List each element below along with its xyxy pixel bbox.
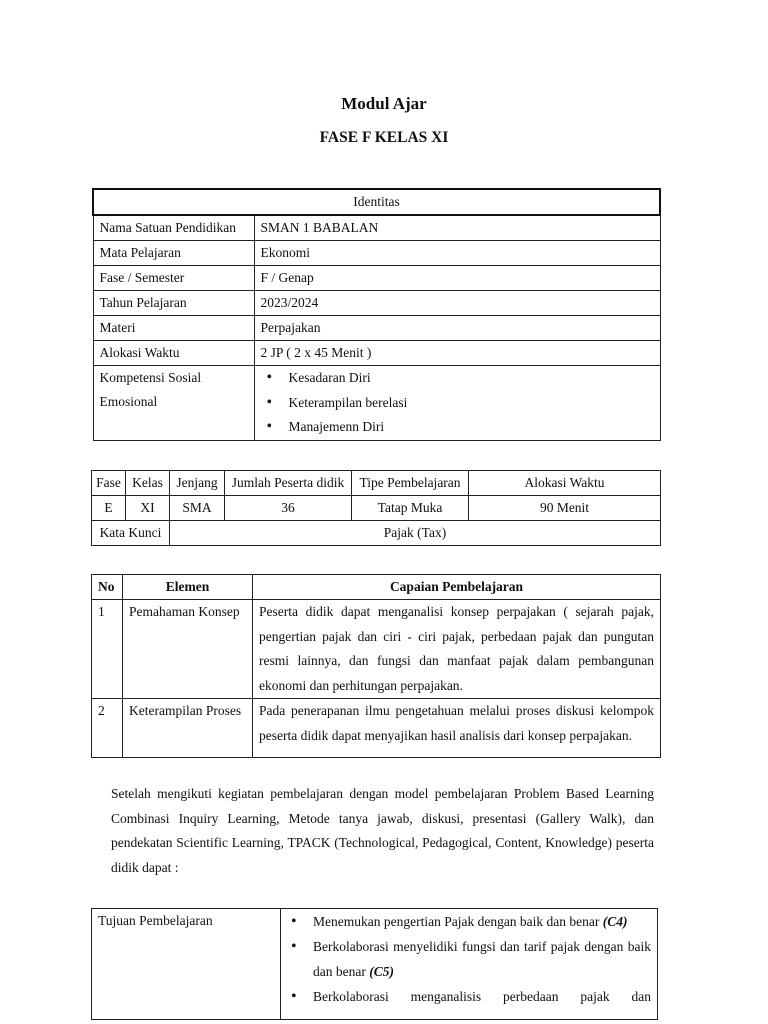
row-label: Nama Satuan Pendidikan: [93, 215, 254, 241]
list-item: • Keterampilan berelasi: [261, 391, 654, 416]
table-row: [93, 291, 660, 316]
header-cell: Elemen: [123, 575, 253, 600]
page-title: Modul Ajar: [341, 94, 427, 113]
page-subtitle: FASE F KELAS XI: [319, 129, 449, 146]
table-row: [93, 316, 660, 341]
table-header-row: [92, 471, 661, 496]
objective-text: Berkolaborasi menganalisis perbedaan pajak dan: [313, 989, 651, 1004]
table-cell: E: [92, 496, 126, 521]
row-value: F / Genap: [254, 266, 660, 291]
header-cell: Capaian Pembelajaran: [253, 575, 661, 600]
row-elemen: Keterampilan Proses: [123, 699, 253, 758]
capaian-table: [91, 574, 661, 758]
table-row: [92, 699, 661, 758]
kata-kunci-label: Kata Kunci: [92, 521, 170, 546]
identitas-heading: Identitas: [93, 189, 660, 215]
row-number: 1: [92, 600, 123, 699]
row-label: Fase / Semester: [93, 266, 254, 291]
row-label: Mata Pelajaran: [93, 241, 254, 266]
row-label: Tahun Pelajaran: [93, 291, 254, 316]
row-value: 2023/2024: [254, 291, 660, 316]
table-row: [92, 496, 661, 521]
header-cell: Jumlah Peserta didik: [225, 471, 352, 496]
intro-paragraph: Setelah mengikuti kegiatan pembelajaran dengan model pembelajaran Problem Based Learning Combinasi Inquiry Learning, Metode tanya jawab, diskusi, presentasi (Gallery Walk), dan pendekatan Scientific Learning, TPACK (Technological, Pedagogical, Content, Knowledge) peserta didik dapat :: [111, 786, 654, 876]
list-item: [287, 934, 651, 984]
kse-label: [93, 366, 254, 441]
table-row: [92, 909, 658, 1020]
tujuan-label: Tujuan Pembelajaran: [92, 909, 281, 1020]
identitas-table: [92, 188, 661, 441]
table-row: [93, 241, 660, 266]
table-row: [93, 366, 660, 441]
row-capaian: Peserta didik dapat menganalisi konsep perpajakan ( sejarah pajak, pengertian pajak dan ciri - ciri pajak, perbedaan pajak dan pungutan resmi lainnya, dan fungsi dan manfaat pajak dalam pembangunan ekonomi dan perhitungan perpajakan.: [253, 600, 661, 699]
row-label: Materi: [93, 316, 254, 341]
kata-kunci-value: Pajak (Tax): [170, 521, 661, 546]
table-row: [93, 215, 660, 241]
list-item: • Manajemenn Diri: [261, 415, 654, 440]
header-cell: No: [92, 575, 123, 600]
list-item: [287, 984, 651, 1009]
kse-list-cell: [254, 366, 660, 441]
table-row: [92, 600, 661, 699]
row-value: SMAN 1 BABALAN: [254, 215, 660, 241]
row-label: Alokasi Waktu: [93, 341, 254, 366]
list-item: • Kesadaran Diri: [261, 366, 654, 391]
table-cell: Tatap Muka: [352, 496, 469, 521]
table-row: [93, 341, 660, 366]
row-capaian: Pada penerapanan ilmu pengetahuan melalui proses diskusi kelompok peserta didik dapat menyajikan hasil analisis dari konsep perpajakan.: [253, 699, 661, 758]
kse-label-line: Emosional: [99, 394, 158, 409]
table-cell: XI: [126, 496, 170, 521]
row-elemen: Pemahaman Konsep: [123, 600, 253, 699]
row-value: Ekonomi: [254, 241, 660, 266]
header-cell: Fase: [92, 471, 126, 496]
table-cell: 36: [225, 496, 352, 521]
table-cell: 90 Menit: [469, 496, 661, 521]
tujuan-list-cell: [281, 909, 658, 1020]
table-row: [93, 266, 660, 291]
kse-list: [261, 366, 654, 440]
row-number: 2: [92, 699, 123, 758]
header-cell: Jenjang: [170, 471, 225, 496]
cognitive-level: (C5): [369, 964, 394, 979]
header-cell: Tipe Pembelajaran: [352, 471, 469, 496]
row-value: 2 JP ( 2 x 45 Menit ): [254, 341, 660, 366]
row-value: Perpajakan: [254, 316, 660, 341]
table-cell: SMA: [170, 496, 225, 521]
cognitive-level: (C4): [602, 914, 628, 929]
fase-table: [91, 470, 661, 546]
objective-text: Menemukan pengertian Pajak dengan baik dan benar: [313, 914, 603, 929]
objective-text: Berkolaborasi menyelidiki fungsi dan tarif pajak dengan baik dan benar: [313, 939, 651, 979]
table-header-row: [92, 575, 661, 600]
tujuan-table: [91, 908, 658, 1020]
kse-label-line: Kompetensi Sosial: [99, 370, 202, 385]
list-item: [287, 909, 651, 934]
table-row: [92, 521, 661, 546]
tujuan-list: [287, 909, 651, 1009]
header-cell: Kelas: [126, 471, 170, 496]
header-cell: Alokasi Waktu: [469, 471, 661, 496]
